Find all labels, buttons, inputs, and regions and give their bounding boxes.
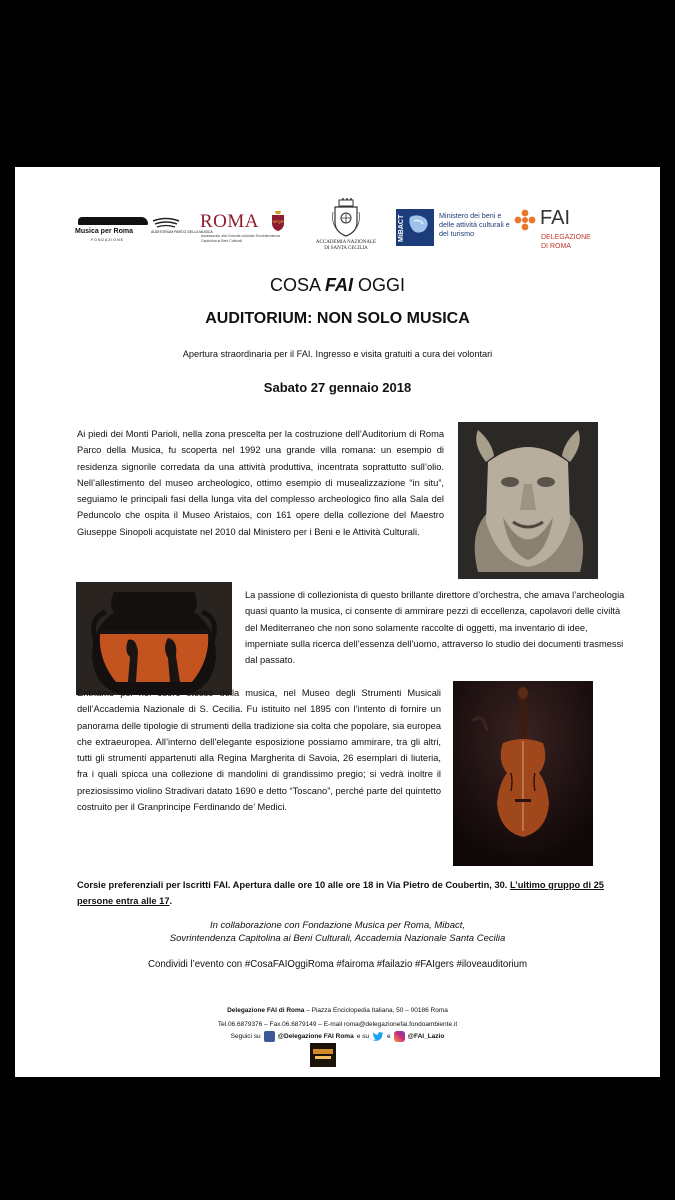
event-subtitle: Apertura straordinaria per il FAI. Ingresso e visita gratuiti a cura dei volontari (182, 349, 493, 359)
orari-end: . (169, 896, 173, 907)
collaboration-note (15, 919, 660, 945)
facebook-icon[interactable] (264, 1031, 275, 1042)
musica-per-roma-logo-subtext: FONDAZIONE (91, 238, 124, 242)
greek-vase-photo (76, 582, 232, 695)
paragraph-villa-romana: Ai piedi dei Monti Parioli, nella zona prescelta per la costruzione dell’Auditorium di Roma Parco della Musica, fu scoperta nel 1992 una grande villa romana: un esempio di residenza signorile corredata da una attività produttiva, incentrata soprattutto sull’olio. Nell’allestimento del museo archeologico, ottimo esempio di musealizzazione “in situ”, seguiamo le principali fasi della lunga vita del complesso archeologico fino alla Sala del Peduncolo che ospita il Museo Aristaios, con 161 opere della collezione del Maestro Giuseppe Sinopoli acquistate nel 2010 dal Ministero per i Beni e le Attività Culturali. (77, 429, 444, 537)
follow-label: Seguici su (230, 1033, 261, 1040)
fai-delegation-line1: DELEGAZIONE (541, 234, 591, 241)
accademia-logo-text: ACCADEMIA NAZIONALE DI SANTA CECILIA (315, 240, 377, 251)
ultimo-gruppo-text: L’ultimo gruppo di 25 persone entra alle 17 (77, 880, 604, 907)
roma-logo-subtext: Assessorato alla Crescita culturale Sovrintendenza Capitolina ai Beni Culturali (201, 234, 280, 243)
fai-logo-text: FAI (540, 207, 571, 229)
footer-contacts: Tel.06.6879376 – Fax.06.6879149 – E-mail roma@delegazionefai.fondoambiente.it (217, 1021, 458, 1028)
orari-text: Corsie preferenziali per Iscritti FAI. Apertura dalle ore 10 alle ore 18 in Via Pietro de Coubertin, 30. (77, 880, 510, 890)
header-cosa: COSA (269, 275, 320, 295)
e-su-label: e su (356, 1033, 370, 1040)
social-links (15, 1031, 660, 1042)
roma-logo-text: ROMA (200, 211, 260, 232)
instagram-icon[interactable] (394, 1031, 405, 1042)
accademia-crest-icon (331, 198, 361, 238)
header-fai: FAI (325, 275, 354, 295)
collaboration-line2: Sovrintendenza Capitolina ai Beni Culturali, Accademia Nazionale Santa Cecilia (169, 933, 506, 944)
twitter-icon[interactable] (372, 1032, 384, 1041)
footer-address (15, 1006, 660, 1016)
facebook-handle[interactable]: @Delegazione FAI Roma (277, 1033, 354, 1040)
roma-crest-icon (271, 211, 285, 231)
footer-address-text: – Piazza Enciclopedia Italiana, 50 – 00186 Roma (304, 1007, 448, 1014)
svg-text:SPQR: SPQR (272, 219, 284, 224)
auditorium-logo-icon (151, 217, 181, 231)
paragraph-orari (77, 877, 617, 910)
page-title: AUDITORIUM: NON SOLO MUSICA (205, 310, 470, 327)
mibact-side-label: MiBACT (398, 214, 405, 242)
collaboration-line1: In collaborazione con Fondazione Musica per Roma, Mibact, (209, 920, 466, 931)
header-cosa-fai-oggi (15, 275, 660, 296)
document-page (15, 167, 660, 1077)
instagram-handle[interactable]: @FAI_Lazio (407, 1033, 445, 1040)
paragraph-museo-strumenti: Entriamo poi nel cuore stesso della musica, nel Museo degli Strumenti Musicali dell’Accademia Nazionale di S. Cecilia. Fu istituito nel 1895 con l’intento di fornire un panorama delle tipologie di strumenti della tradizione sia colta che popolare, sia europea che extraeuropea. All’interno dell’elegante esposizione possiamo ammirare, tra gli altri, tutti gli strumenti appartenuti alla Regina Margherita di Savoia, 26 esemplari di liuteria, fra i quali spicca una collezione di mandolini di grandissimo pregio; si vedrà inoltre il preziosissimo violino Stradivari datato 1690 e detto “Toscano”, perché parte del quintetto costruito per il Granprincipe Ferdinando de’ Medici. (77, 688, 441, 813)
hashtags-line: Condividi l’evento con #CosaFAIOggiRoma #fairoma #failazio #FAIgers #iloveauditorium (147, 959, 528, 970)
footer-org: Delegazione FAI di Roma (227, 1007, 305, 1014)
stradivari-violin-photo (453, 681, 593, 866)
musica-per-roma-logo-mark (78, 217, 148, 225)
mibact-logo-text: Ministero dei beni e delle attività culturali e del turismo (439, 211, 510, 238)
event-date: Sabato 27 gennaio 2018 (263, 380, 412, 395)
mibact-logo-icon (396, 209, 434, 246)
fai-delegation-text (541, 233, 591, 251)
header-oggi: OGGI (358, 275, 406, 295)
theatre-mask-photo (458, 422, 598, 579)
auditorium-logo-text: AUDITORIUM PARCO DELLA MUSICA (151, 230, 213, 234)
paragraph-collezionista: La passione di collezionista di questo brillante direttore d’orchestra, che amava l’archeologia quasi quanto la musica, ci consente di ammirare pezzi di eccellenza, capolavori delle civiltà del Mediterraneo che non sono solamente raccolte di oggetti, ma inventario di idee, imperniate sulla ricerca dell’essenza dell’uomo, attraverso lo studio dei documenti trasmessi dal passato. (245, 590, 625, 666)
small-event-logo (310, 1043, 336, 1067)
fai-logo-icon (514, 209, 536, 231)
musica-per-roma-logo-text: Musica per Roma (75, 228, 133, 235)
e-label: e (387, 1033, 391, 1040)
fai-delegation-line2: DI ROMA (541, 243, 571, 250)
